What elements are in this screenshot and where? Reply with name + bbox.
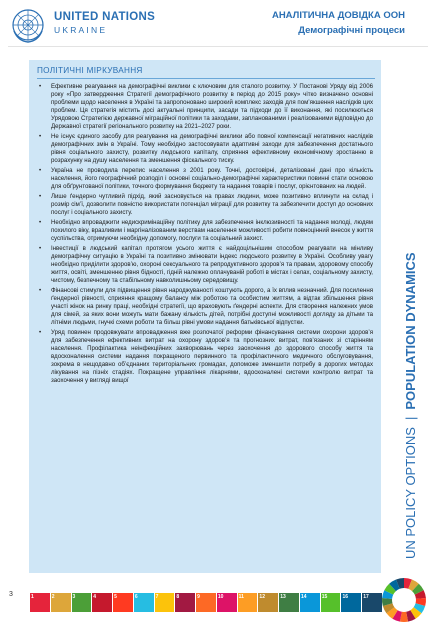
sdg-goal-number: 4 bbox=[93, 594, 97, 600]
un-emblem-icon bbox=[10, 7, 46, 43]
sdg-goal-number: 15 bbox=[321, 594, 328, 600]
sdg-goal-5-icon bbox=[113, 593, 133, 612]
org-country: UKRAINE bbox=[54, 25, 108, 35]
sdg-icons-strip bbox=[30, 593, 382, 612]
side-label-topic: POPULATION DYNAMICS bbox=[403, 252, 418, 410]
bullet-item: • Ефективне реагування на демографічні виклики є ключовим для сталого розвитку. У Постанові Уряду від 2006 року «Про затвердження Стратегії демографічного розвитку в період до 2015 року» чітко визначено основні проблеми щодо населення в Україні та запропоновано широкий комплекс заходів для пом’якшення наслідків цих проблем. Ця стратегія містить досі актуальні принципи, засади та підходи до її виконання, які посилюються Урядовою Стратегією державної міграційної політики та заходами, запланованими і реалізованими відповідно до Державної стратегії регіонального розвитку на 2021–2027 роки. bbox=[37, 83, 373, 131]
sdg-goal-number: 6 bbox=[134, 594, 138, 600]
sdg-goal-number: 1 bbox=[31, 594, 34, 600]
sdg-goal-14-icon bbox=[300, 593, 320, 612]
sdg-goal-number: 8 bbox=[176, 594, 180, 600]
page-number: 3 bbox=[9, 591, 13, 598]
header-divider bbox=[8, 46, 428, 47]
sdg-goal-6-icon bbox=[134, 593, 154, 612]
bullet-list bbox=[37, 83, 373, 387]
document-title: АНАЛІТИЧНА ДОВІДКА ООН bbox=[271, 10, 405, 21]
sdg-goal-13-icon bbox=[279, 593, 299, 612]
sdg-goal-number: 5 bbox=[114, 594, 117, 600]
side-label-separator: | bbox=[403, 416, 418, 421]
bullet-item: • Інвестиції в людський капітал протягом усього життя є найдоцільнішим способом реагувати на мінливу демографічну ситуацію в Україні та позитивно змінювати індекс людського розвитку в Україні. Особливу увагу необхідно приділити здоров’ю, охороні сексуального та репродуктивного здоров’я та правам, здоровому способу життя, освіті, зменшенню рівня бідності, гідній належно оплачуваній роботі в містах і селах, соціальному захисту, чистому, безпечному та стабільному навколишньому середовищу. bbox=[37, 245, 373, 285]
sdg-goal-number: 2 bbox=[51, 594, 55, 600]
sdg-goal-number: 9 bbox=[197, 594, 200, 600]
sdg-goal-number: 12 bbox=[259, 594, 265, 600]
sdg-goal-4-icon bbox=[92, 593, 112, 612]
side-label bbox=[403, 252, 418, 559]
sdg-goal-number: 13 bbox=[280, 594, 286, 600]
sdg-goal-number: 7 bbox=[155, 594, 159, 600]
bullet-item: • Уряд повинен продовжувати впровадження вже розпочатої реформи фінансування системи охорони здоров’я для забезпечення ефективних витрат на охорону здоров’я та прогнозних витрат, пов’язаних зі старінням населення. Профілактика неінфекційних захворювань через заохочення до здорового способу життя та вдосконалення системи надання покращеного первинного та профілактичного медичного обслуговування, зокрема в нещодавно об’єднаних територіальних громадах, допоможе зменшити потребу в дорогих методах лікування на пізніх стадіях. Покращене управління лікарнями, вдосконалені системи контролю витрат та заохочення у вигляді вищої bbox=[37, 329, 373, 385]
bullet-item: • Фінансові стимули для підвищення рівня народжуваності коштують дорого, а їх вплив незначний. Для посилення ґендерної рівності, сприяння кращому балансу між роботою та особистим життям, а відтак збільшення рівня участі жінок на ринку праці, необхідні стратегії, що враховують ґендерні аспекти. Для створення належних умов для сімей, за яких вони можуть мати бажану кількість дітей, потрібні доступні можливості догляду за дітьми та літніми людьми, гнучкі схеми роботи та більш рівні умови надання батьківської відпустки. bbox=[37, 287, 373, 327]
sdg-goal-number: 10 bbox=[217, 594, 224, 600]
sdg-goal-7-icon bbox=[155, 593, 175, 612]
sdg-goal-3-icon bbox=[72, 593, 92, 612]
sdg-goal-number: 16 bbox=[342, 594, 349, 600]
sdg-wheel-icon bbox=[380, 576, 428, 624]
side-label-series: UN POLICY OPTIONS bbox=[403, 427, 418, 559]
document-subtitle: Демографічні процеси bbox=[298, 25, 405, 36]
org-name: UNITED NATIONS bbox=[54, 11, 156, 23]
sdg-goal-8-icon bbox=[175, 593, 195, 612]
sdg-goal-12-icon bbox=[258, 593, 278, 612]
sdg-goal-2-icon bbox=[51, 593, 71, 612]
sdg-goal-1-icon bbox=[30, 593, 50, 612]
page-header bbox=[0, 0, 438, 52]
sdg-goal-number: 14 bbox=[300, 594, 307, 600]
section-divider bbox=[37, 78, 375, 79]
sdg-goal-10-icon bbox=[217, 593, 237, 612]
bullet-item: • Україна не проводила перепис населення з 2001 року. Точні, достовірні, деталізовані дані про кількість населення, його географічний розподіл і основні соціально-демографічні характеристики повинні стати основою для обґрунтованої політики, точного формування бюджету та надання товарів і послуг, орієнтованих на людей. bbox=[37, 167, 373, 191]
sdg-goal-9-icon bbox=[196, 593, 216, 612]
sdg-goal-number: 17 bbox=[363, 594, 369, 600]
sdg-goal-11-icon bbox=[238, 593, 258, 612]
sdg-goal-number: 3 bbox=[72, 594, 76, 600]
policy-considerations-box bbox=[29, 60, 381, 573]
bullet-item: • Лише ґендерно чутливий підхід, який засновується на правах людини, може позитивно вплинути на склад і розмір сім’ї, дозволити повністю використати потенціал міграції для розвитку та забезпечити доступ до основних послуг і соціального захисту. bbox=[37, 193, 373, 217]
sdg-goal-16-icon bbox=[341, 593, 361, 612]
bullet-item: • Необхідно впроваджити недискримінаційну політику для забезпечення інклюзивності та надання молоді, людям похилого віку, вразливим і маргіналізованим верствам населення можливості робити повноцінний внесок у життя суспільства, отримуючи необхідну допомогу, послуги та соціальний захист. bbox=[37, 219, 373, 243]
sdg-goal-15-icon bbox=[321, 593, 341, 612]
section-title: ПОЛІТИЧНІ МІРКУВАННЯ bbox=[37, 66, 143, 75]
bullet-item: • Не існує єдиного засобу для реагування на демографічні виклики або повної компенсації негативних наслідків демографічних змін в Україні. Тому необхідно застосовувати адаптивні заходи для забезпечення достатнього рівня соціального захисту, розвитку людського капіталу, сприяння ефективному економічному зростанню в розрахунку на душу населення та зменшення фіскального тиску. bbox=[37, 133, 373, 165]
sdg-goal-number: 11 bbox=[238, 594, 244, 600]
